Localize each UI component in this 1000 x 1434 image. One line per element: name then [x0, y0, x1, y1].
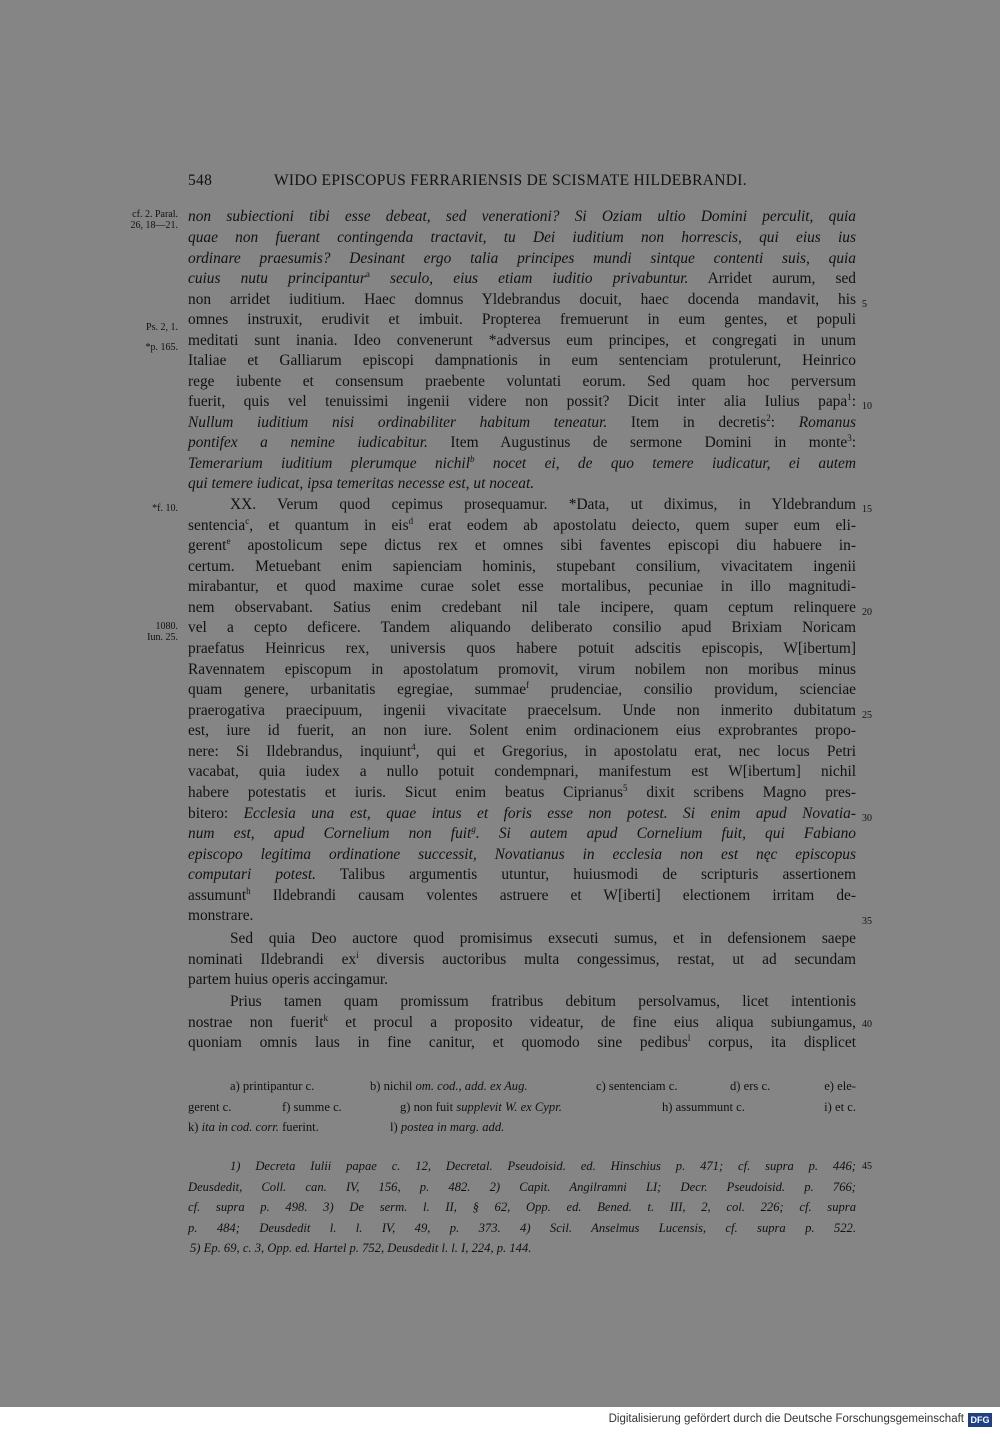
- text-line: praerogativa praecipuum, ingenii vivacitate praecelsum. Unde non inmerito dubitatum: [188, 702, 856, 719]
- text-line: gerent$^e$ apostolicum sepe dictus rex et omnes sibi faventes episcopi diu habuere in-: [188, 535, 856, 554]
- running-title: WIDO EPISCOPUS FERRARIENSIS DE SCISMATE HILDEBRANDI.: [274, 172, 747, 189]
- text-line: vel a cepto deficere. Tandem aliquando deliberato consilio apud Brixiam Noricam: [188, 619, 856, 636]
- text-line: est, iure id fuerit, an non iure. Solent enim ordinacionem eius exprobrantes propo-: [188, 722, 856, 739]
- line-number: 10: [862, 401, 872, 412]
- text-line: quam genere, urbanitatis egregiae, summae$^f$ prudenciae, consilio providum, scienciae: [188, 679, 856, 698]
- text-line: Sed quia Deo auctore quod promisimus exsecuti sumus, et in defensionem saepe: [230, 930, 856, 947]
- line-number: 40: [862, 1019, 872, 1030]
- text-line: fuerit, quis vel tenuissimi ingenii videre non possit? Dicit inter alia Iulius papa$^1$:: [188, 391, 856, 410]
- text-line: num est, apud Cornelium non fuit$^g$. Si autem apud Cornelium fuit, qui Fabiano: [188, 823, 857, 842]
- text-line: partem huius operis accingamur.: [188, 971, 389, 988]
- text-line: nominati Ildebrandi $ex^i$ diversis auctoribus multa congessimus, restat, ut ad secundam: [188, 949, 856, 968]
- page-number: 548: [188, 172, 213, 189]
- text-line: Ravennatem episcopum in apostolatum promovit, virum nobilem non moribus minus: [188, 661, 856, 678]
- text-line: computari potest. Talibus argumentis utuntur, huiusmodi de scripturis assertionem: [188, 866, 856, 883]
- text-line: quoniam omnis laus in fine canitur, et quomodo sine pedibus$^l$ corpus, ita displicet: [188, 1032, 856, 1051]
- text-line: omnes instruxit, erudivit et imbuit. Propterea fremuerunt in eum gentes, et populi: [188, 311, 856, 328]
- line-number: 25: [862, 710, 872, 721]
- text-line: ordinare praesumis? Desinant ergo talia principes mundi sintque contenti suis, quia: [188, 250, 856, 267]
- text-line: bitero: Ecclesia una est, quae intus et foris esse non potest. Si enim apud Novatia-: [188, 805, 856, 822]
- footnote-line: cf. supra p. 498. 3) De serm. l. II, § 62, Opp. ed. Bened. t. III, 2, col. 226; cf. supra: [188, 1200, 856, 1214]
- margin-note: 26, 18—21.: [130, 220, 178, 231]
- footnote-line: Deusdedit, Coll. can. IV, 156, p. 482. 2) Capit. Angilramni LI; Decr. Pseudoisid. p. 766;: [188, 1180, 856, 1194]
- margin-note: Iun. 25.: [147, 632, 178, 643]
- margin-note: 1080.: [155, 621, 178, 632]
- margin-note: Ps. 2, 1.: [146, 322, 178, 333]
- text-line: non subiectioni tibi esse debeat, sed venerationi? Si Oziam ultio Domini perculit, quia: [188, 208, 856, 225]
- text-line: qui temere iudicat, ipsa temeritas necesse est, ut noceat.: [188, 475, 535, 492]
- funding-credit: Digitalisierung gefördert durch die Deutsche Forschungsgemeinschaft: [608, 1413, 964, 1425]
- text-line: Italiae et Galliarum episcopi dampnationis in eum sentenciam protulerunt, Heinrico: [188, 352, 856, 369]
- footnote-line: 5) Ep. 69, c. 3, Opp. ed. Hartel p. 752, Deusdedit l. l. I, 224, p. 144.: [190, 1241, 532, 1255]
- text-line: pontifex a nemine iudicabitur. Item Augustinus de sermone Domini in monte$^3$:: [188, 432, 856, 451]
- margin-note: *f. 10.: [152, 503, 178, 514]
- margin-note: cf. 2. Paral.: [132, 209, 178, 220]
- text-line: monstrare.: [188, 907, 254, 924]
- text-line: rege iubente et consensum praebente voluntati eorum. Sed quam hoc perversum: [188, 373, 856, 390]
- footnote-line: p. 484; Deusdedit l. l. IV, 49, p. 373. 4) Scil. Anselmus Lucensis, cf. supra p. 522.: [188, 1221, 856, 1235]
- text-line: mirabantur, et quod maxime curae solet esse mortalibus, pecuniae in illo magnitudi-: [188, 578, 856, 595]
- text-line: assumunt$^h$ Ildebrandi causam volentes astruere et W[iberti] electionem irritam de-: [188, 885, 856, 904]
- text-line: cuius nutu principantur$^a$ seculo, eius etiam iuditio privabuntur. Arridet aurum, sed: [188, 268, 856, 287]
- text-line: vacabat, quia iudex a nullo potuit condempnari, manifestum est W[ibertum] nichil: [188, 763, 856, 780]
- text-line: nem observabant. Satius enim credebant nil tale incipere, quam ceptum relinquere: [188, 599, 856, 616]
- text-line: nostrae non fuerit$^k$ et procul a proposito videatur, de fine eius aliqua subiungamus,: [188, 1012, 856, 1031]
- line-number: 15: [862, 504, 872, 515]
- line-number: 5: [862, 299, 867, 310]
- text-line: Nullum iuditium nisi ordinabiliter habitum teneatur. Item in decretis$^2$: Romanus: [188, 412, 857, 431]
- footer-bar: [0, 1407, 1000, 1434]
- text-line: praefatus Heinricus rex, universis quos habere potuit adscitis episcopis, W[ibertum]: [188, 640, 856, 657]
- text-line: certum. Metuebant enim sapienciam hominis, stupebant consilium, vivacitatem ingenii: [188, 558, 856, 575]
- text-line: XX. Verum quod cepimus prosequamur. *Data, ut diximus, in Yldebrandum: [230, 496, 856, 513]
- scanned-page: 548 WIDO EPISCOPUS FERRARIENSIS DE SCISMATE HILDEBRANDI. cf. 2. Paral. 26, 18—21. Ps. 2, 1. *p. 165. *f. 10. 1080. Iun. 25. 5 10 15 20 25 30 35 40 45 non subiectioni tibi esse debeat, sed venerationi? Si Oziam ultio Domini perculit, quia quae non fuerant contingenda tractavit, tu Dei iuditium non horrescis, qui eius ius ordinare praesumis? Desinant ergo talia principes mundi sintque contenti suis, quia cuius nutu principantur$^a$ seculo, eius etiam iuditio privabuntur. Arridet aurum, sed non arridet iuditium. Haec domnus Yldebrandus docuit, haec docenda mandavit, his omnes instruxit, erudivit et imbuit. Propterea fremuerunt in eum gentes, et populi meditati sunt inania. Ideo convenerunt *adversus eum principes, et congregati in unum Italiae et Galliarum episcopi dampnationis in eum sentenciam protulerunt, Heinrico rege iubente et consensum praebente voluntati eorum. Sed quam hoc perversum fuerit, quis vel tenuissimi ingenii videre non possit? Dicit inter alia Iulius papa$^1$: Nullum iuditium nisi ordinabiliter habitum teneatur. Item in decretis$^2$: Romanus pontifex a nemine iudicabitur. Item Augustinus de sermone Domini in monte$^3$: Temerarium iuditium plerumque nichil$^b$ nocet ei, de quo temere iudicatur, ei autem qui temere iudicat, ipsa temeritas necesse est, ut noceat. XX. Verum quod cepimus prosequamur. *Data, ut diximus, in Yldebrandum sentencia$^c$, et quantum in eis$^d$ erat eodem ab apostolatu deiecto, quem super eum eli- gerent$^e$ apostolicum sepe dictus rex et omnes sibi faventes episcopi diu habuere in- certum. Metuebant enim sapienciam hominis, stupebant consilium, vivacitatem ingenii mirabantur, et quod maxime curae solet esse mortalibus, pecuniae in illo magnitudi- nem observabant. Satius enim credebant nil tale incipere, quam ceptum relinquere vel a cepto deficere. Tandem aliquando deliberato consilio apud Brixiam Noricam praefatus Heinricus rex, universis quos habere potuit adscitis episcopis, W[ibertum] Ravennatem episcopum in apostolatum promovit, virum nobilem non moribus minus quam genere, urbanitatis egregiae, summae$^f$ prudenciae, consilio providum, scienciae praerogativa praecipuum, ingenii vivacitate praecelsum. Unde non inmerito dubitatum est, iure id fuerit, an non iure. Solent enim ordinacionem eius exprobrantes propo- nere: Si Ildebrandus, inquiunt$^4$, qui et Gregorius, in apostolatu erat, nec locus Petri vacabat, quia iudex a nullo potuit condempnari, manifestum est W[ibertum] nichil habere potestatis et iuris. Sicut enim beatus Ciprianus$^5$ dixit scribens Magno pres- bitero: Ecclesia una est, quae intus et foris esse non potest. Si enim apud Novatia- num est, apud Cornelium non fuit$^g$. Si autem apud Cornelium fuit, qui Fabiano episcopo legitima ordinatione successit, Novatianus in ecclesia non est nęc episcopus computari potest. Talibus argumentis utuntur, huiusmodi de scripturis assertionem assumunt$^h$ Ildebrandi causam volentes astruere et W[iberti] electionem irritam de- monstrare. Sed quia Deo auctore quod promisimus exsecuti sumus, et in defensionem saepe nominati Ildebrandi $ex^i$ diversis auctoribus multa congessimus, restat, ut ad secundam partem huius operis accingamur. Prius tamen quam promissum fratribus debitum persolvamus, licet intentionis nostrae non fuerit$^k$ et procul a proposito videatur, de fine eius aliqua subiungamus, quoniam omnis laus in fine canitur, et quomodo sine pedibus$^l$ corpus, ita displicet a) printipantur c. b) nichil om. cod., add. ex Aug. c) sentenciam c. d) ers c. e) ele- gerent c. f) summe c. g) non fuit supplevit W. ex Cypr. h) assummunt c. i) et c. k) ita in cod. corr. fuerint. l) postea in marg. add. 1) Decreta Iulii papae c. 12, Decretal. Pseudoisid. ed. Hinschius p. 471; cf. supra p. 446; Deusdedit, Coll. can. IV, 156, p. 482. 2) Capit. Angilramni LI; Decr. Pseudoisid. p. 766; cf. supra p. 498. 3) De serm. l. II, § 62, Opp. ed. Bened. t. III, 2, col. 226; cf. supra p. 484; Deusdedit l. l. IV, 49, p. 373. 4) Scil. Anselmus Lucensis, cf. supra p. 522. 5) Ep. 69, c. 3, Opp. ed. Hartel p. 752, Deusdedit l. l. I, 224, p. 144.: [0, 0, 1000, 1434]
- text-line: sentencia$^c$, et quantum in eis$^d$ erat eodem ab apostolatu deiecto, quem super eum eli-: [188, 515, 856, 534]
- text-line: Prius tamen quam promissum fratribus debitum persolvamus, licet intentionis: [230, 993, 856, 1010]
- line-number: 30: [862, 813, 872, 824]
- text-line: episcopo legitima ordinatione successit, Novatianus in ecclesia non est nęc episcopus: [188, 846, 856, 863]
- text-line: nere: Si Ildebrandus, inquiunt$^4$, qui et Gregorius, in apostolatu erat, nec locus Petri: [188, 741, 856, 760]
- text-line: habere potestatis et iuris. Sicut enim beatus Ciprianus$^5$ dixit scribens Magno pres-: [188, 782, 856, 801]
- margin-note: *p. 165.: [145, 342, 178, 353]
- line-number: 35: [862, 916, 872, 927]
- text-line: Temerarium iuditium plerumque nichil$^b$ nocet ei, de quo temere iudicatur, ei autem: [188, 453, 856, 472]
- line-number: 45: [862, 1161, 872, 1172]
- text-line: meditati sunt inania. Ideo convenerunt *adversus eum principes, et congregati in unum: [188, 332, 856, 349]
- dfg-logo-icon: DFG: [968, 1413, 992, 1427]
- footnote-line: 1) Decreta Iulii papae c. 12, Decretal. Pseudoisid. ed. Hinschius p. 471; cf. supra p. 446;: [230, 1159, 856, 1173]
- text-line: non arridet iuditium. Haec domnus Yldebrandus docuit, haec docenda mandavit, his: [188, 291, 856, 308]
- line-number: 20: [862, 607, 872, 618]
- text-line: quae non fuerant contingenda tractavit, tu Dei iuditium non horrescis, qui eius ius: [188, 229, 856, 246]
